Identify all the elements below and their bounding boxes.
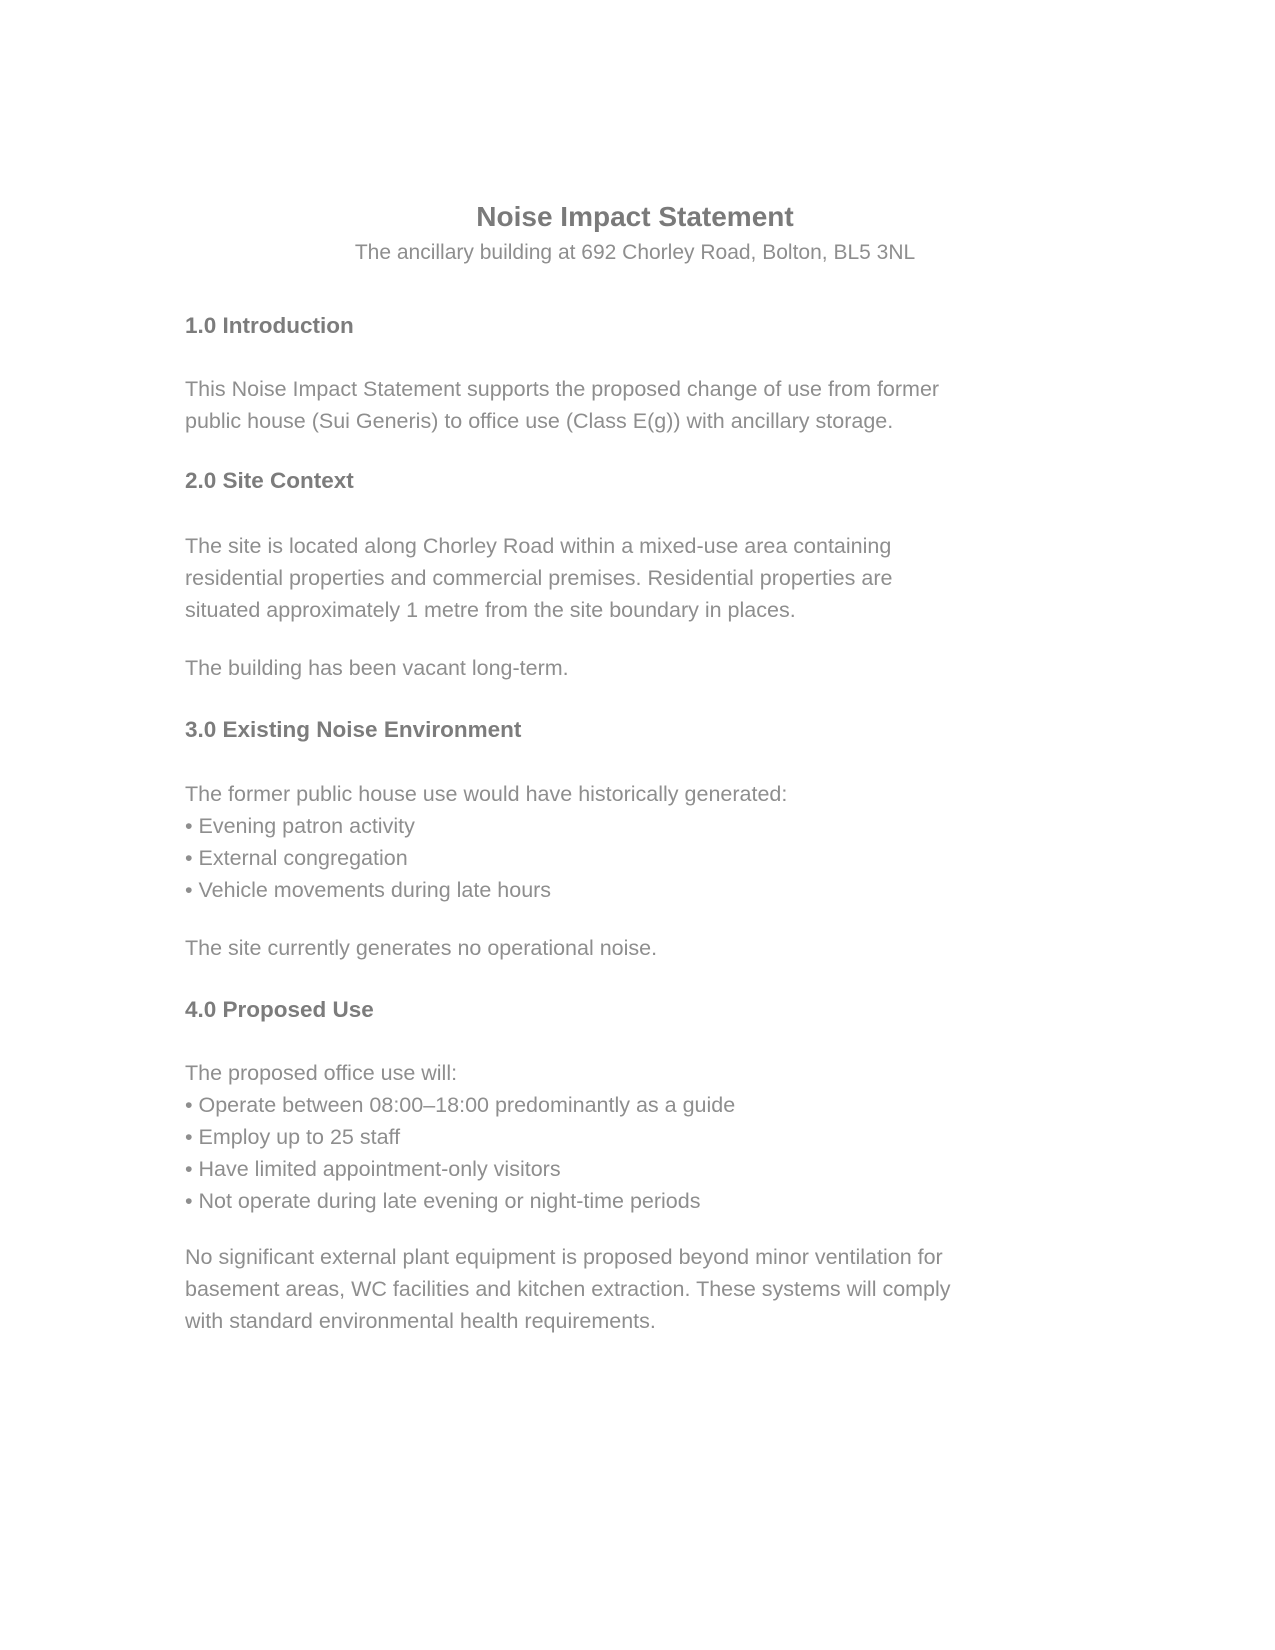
existing-noise-current-paragraph — [185, 932, 1085, 964]
paragraph-line: No significant external plant equipment is proposed beyond minor ventilation for — [185, 1245, 943, 1269]
bullet-item: • Employ up to 25 staff — [185, 1125, 401, 1149]
document-title: Noise Impact Statement — [476, 201, 794, 232]
section-heading-proposed-use: 4.0 Proposed Use — [185, 997, 374, 1022]
paragraph-line: public house (Sui Generis) to office use (Class E(g)) with ancillary storage. — [185, 409, 894, 433]
proposed-use-paragraph — [185, 1057, 1085, 1217]
section-heading-existing-noise: 3.0 Existing Noise Environment — [185, 717, 522, 742]
paragraph-line: The site is located along Chorley Road within a mixed-use area containing — [185, 534, 892, 558]
paragraph-line: situated approximately 1 metre from the site boundary in places. — [185, 598, 796, 622]
proposed-use-plant-paragraph — [185, 1241, 1085, 1337]
bullet-item: • External congregation — [185, 846, 408, 870]
existing-noise-paragraph — [185, 778, 1085, 906]
site-context-paragraph — [185, 530, 1085, 626]
bullet-item: • Vehicle movements during late hours — [185, 878, 552, 902]
paragraph-line: basement areas, WC facilities and kitchen extraction. These systems will comply — [185, 1277, 951, 1301]
bullet-item: • Not operate during late evening or night-time periods — [185, 1189, 701, 1213]
section-heading-introduction: 1.0 Introduction — [185, 313, 354, 338]
bullet-item: • Have limited appointment-only visitors — [185, 1157, 561, 1181]
paragraph-line: residential properties and commercial premises. Residential properties are — [185, 566, 893, 590]
paragraph-line: The site currently generates no operational noise. — [185, 936, 658, 960]
paragraph-line: The proposed office use will: — [185, 1061, 458, 1085]
paragraph-line: This Noise Impact Statement supports the proposed change of use from former — [185, 377, 940, 401]
document-subtitle: The ancillary building at 692 Chorley Road, Bolton, BL5 3NL — [354, 241, 916, 264]
paragraph-line: The former public house use would have historically generated: — [185, 782, 788, 806]
paragraph-line: The building has been vacant long-term. — [185, 656, 569, 680]
paragraph-line: with standard environmental health requirements. — [185, 1309, 656, 1333]
bullet-item: • Operate between 08:00–18:00 predominantly as a guide — [185, 1093, 736, 1117]
bullet-item: • Evening patron activity — [185, 814, 415, 838]
site-context-vacancy-paragraph — [185, 652, 1085, 684]
introduction-paragraph — [185, 373, 1085, 437]
section-heading-site-context: 2.0 Site Context — [185, 468, 354, 493]
